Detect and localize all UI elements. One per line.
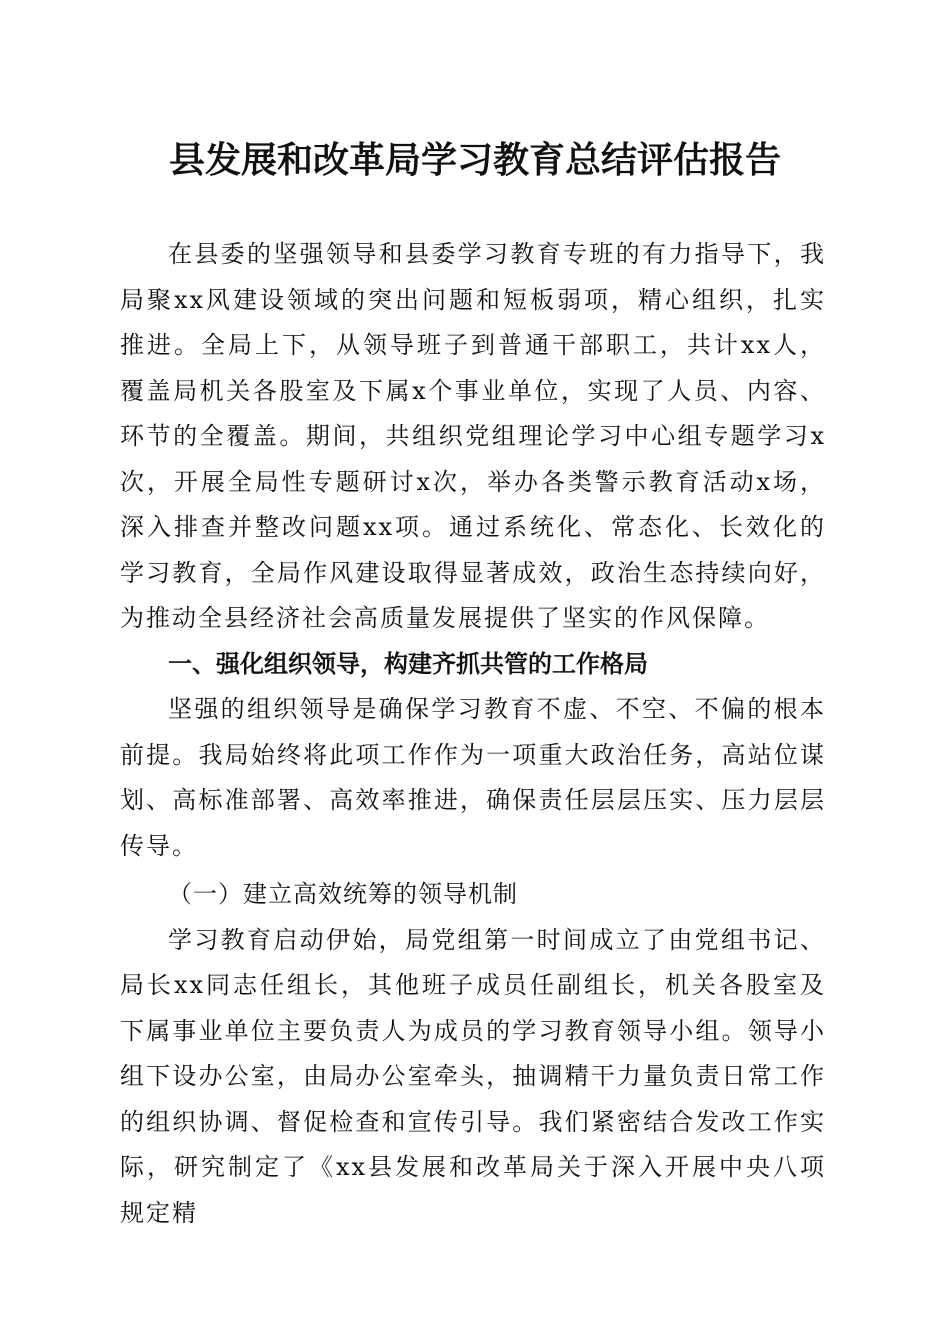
subsection-1-paragraph: 学习教育启动伊始，局党组第一时间成立了由党组书记、局长xx同志任组长，其他班子成员任副组长，机关各股室及下属事业单位主要负责人为成员的学习教育领导小组。领导小组下设办公室，由局办公室牵头，抽调精干力量负责日常工作的组织协调、督促检查和宣传引导。我们紧密结合发改工作实际，研究制定了《xx县发展和改革局关于深入开展中央八项规定精 — [120, 925, 826, 1227]
section-1-heading: 一、强化组织领导，构建齐抓共管的工作格局 — [168, 649, 648, 678]
section-1-paragraph: 坚强的组织领导是确保学习教育不虚、不空、不偏的根本前提。我局始终将此项工作作为一项重大政治任务，高站位谋划、高标准部署、高效率推进，确保责任层层压实、压力层层传导。 — [120, 695, 826, 860]
intro-paragraph: 在县委的坚强领导和县委学习教育专班的有力指导下，我局聚xx风建设领域的突出问题和短板弱项，精心组织，扎实推进。全局上下，从领导班子到普通干部职工，共计xx人，覆盖局机关各股室及下属x个事业单位，实现了人员、内容、环节的全覆盖。期间，共组织党组理论学习中心组专题学习x次，开展全局性专题研讨x次，举办各类警示教育活动x场，深入排查并整改问题xx项。通过系统化、常态化、长效化的学习教育，全局作风建设取得显著成效，政治生态持续向好，为推动全县经济社会高质量发展提供了坚实的作风保障。 — [120, 240, 826, 632]
document-body — [120, 232, 826, 1236]
document-title: 县发展和改革局学习教育总结评估报告 — [168, 139, 781, 181]
subsection-1-heading: （一）建立高效统筹的领导机制 — [168, 880, 518, 908]
